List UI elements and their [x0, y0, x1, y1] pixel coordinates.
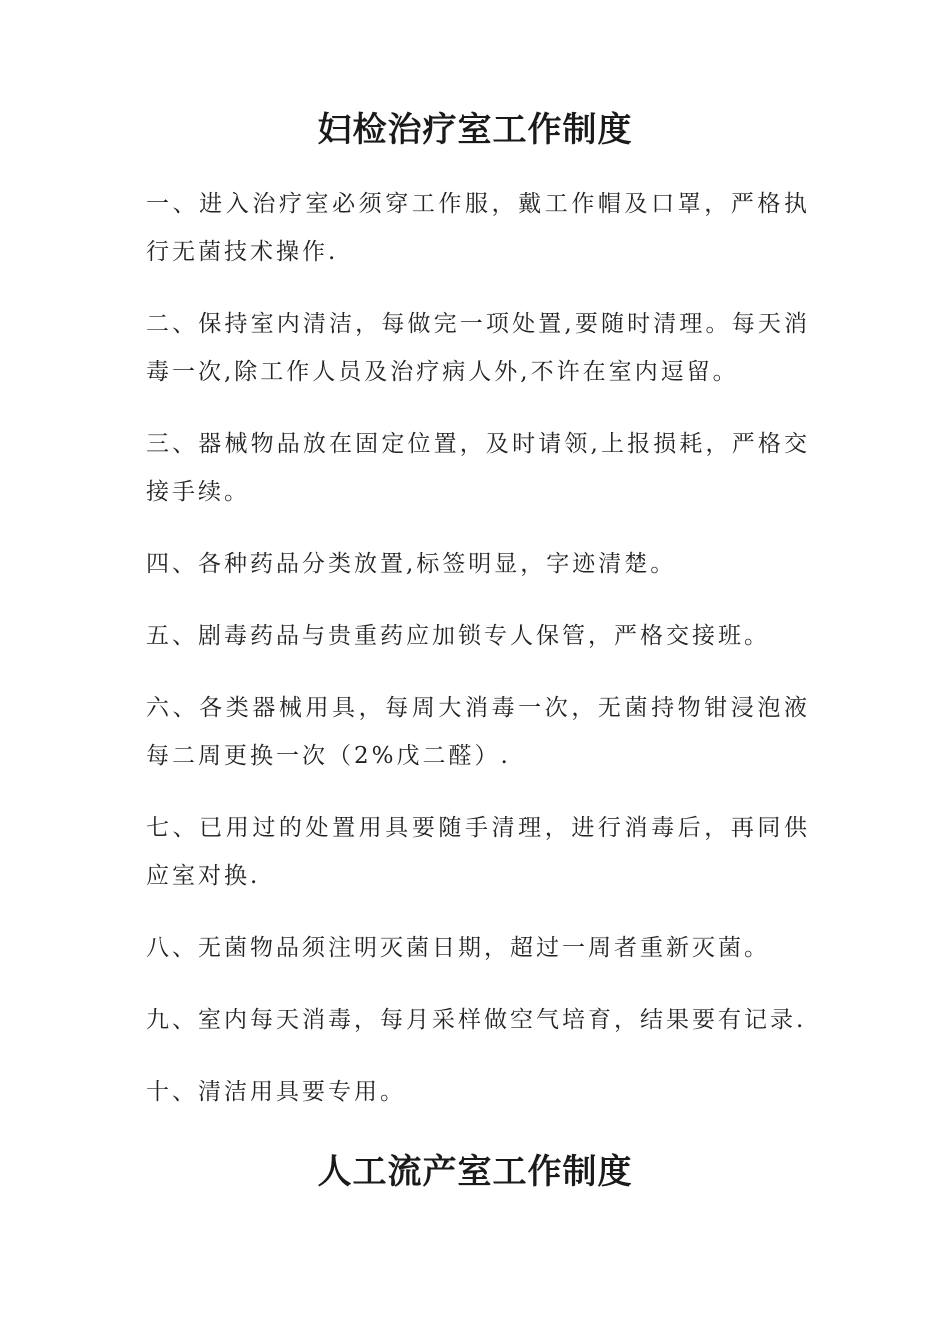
rule-item-2: 二、保持室内清洁，每做完一项处置,要随时清理。每天消毒一次,除工作人员及治疗病人外,不许在室内逗留。: [146, 311, 810, 385]
rule-item-10: 十、清洁用具要专用。: [146, 1079, 406, 1105]
rule-item-3: 三、器械物品放在固定位置，及时请领,上报损耗，严格交接手续。: [146, 431, 810, 505]
next-section-title: 人工流产室工作制度: [317, 1152, 633, 1192]
rule-item-6: 六、各类器械用具，每周大消毒一次，无菌持物钳浸泡液每二周更换一次（2%戊二醛）.: [146, 695, 810, 769]
rule-item-7: 七、已用过的处置用具要随手清理，进行消毒后，再同供应室对换.: [146, 815, 810, 889]
rules-list: [146, 180, 810, 1140]
document-title: 妇检治疗室工作制度: [317, 110, 633, 150]
rule-item-8: 八、无菌物品须注明灭菌日期，超过一周者重新灭菌。: [146, 935, 770, 961]
rule-item-5: 五、剧毒药品与贵重药应加锁专人保管，严格交接班。: [146, 623, 770, 649]
rule-item-9: 九、室内每天消毒，每月采样做空气培育，结果要有记录.: [146, 1007, 807, 1033]
rule-item-1: 一、进入治疗室必须穿工作服，戴工作帽及口罩，严格执行无菌技术操作.: [146, 191, 810, 265]
rule-item-4: 四、各种药品分类放置,标签明显，字迹清楚。: [146, 551, 677, 577]
